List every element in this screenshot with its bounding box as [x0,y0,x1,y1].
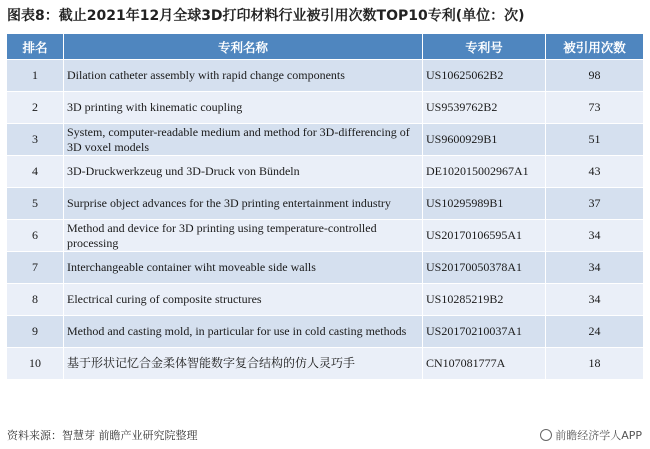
rank-cell: 3 [7,124,64,156]
header-patent-number: 专利号 [423,34,546,60]
rank-cell: 8 [7,284,64,316]
rank-cell: 10 [7,348,64,380]
header-patent-name: 专利名称 [64,34,423,60]
citation-count-cell: 24 [546,316,644,348]
table-row [7,60,643,92]
rank-cell: 7 [7,252,64,284]
patent-name-cell: Method and device for 3D printing using temperature-controlled processing [64,220,423,252]
patent-name-cell: Dilation catheter assembly with rapid change components [64,60,423,92]
table-row [7,124,643,156]
patent-number-cell: US20170050378A1 [423,252,546,284]
patent-name-cell: 3D-Druckwerkzeug und 3D-Druck von Bündeln [64,156,423,188]
citation-count-cell: 43 [546,156,644,188]
header-citation-count: 被引用次数 [546,34,644,60]
citation-count-cell: 34 [546,220,644,252]
patent-number-cell: US10625062B2 [423,60,546,92]
rank-cell: 1 [7,60,64,92]
publisher-logo [540,426,642,446]
source-note: 资料来源：智慧芽 前瞻产业研究院整理 [7,429,198,442]
citation-count-cell: 98 [546,60,644,92]
patent-number-cell: US20170210037A1 [423,316,546,348]
table-header-row [7,34,643,60]
patent-number-cell: US20170106595A1 [423,220,546,252]
citation-count-cell: 73 [546,92,644,124]
table-row [7,220,643,252]
citation-count-cell: 34 [546,252,644,284]
table-row [7,252,643,284]
patent-name-cell: 基于形状记忆合金柔体智能数字复合结构的仿人灵巧手 [64,348,423,380]
citation-count-cell: 18 [546,348,644,380]
table-row [7,188,643,220]
table-row [7,316,643,348]
table-row [7,284,643,316]
patent-number-cell: CN107081777A [423,348,546,380]
patent-number-cell: US9600929B1 [423,124,546,156]
table-row [7,156,643,188]
citation-count-cell: 37 [546,188,644,220]
patent-number-cell: US10285219B2 [423,284,546,316]
rank-cell: 6 [7,220,64,252]
patent-number-cell: US9539762B2 [423,92,546,124]
rank-cell: 5 [7,188,64,220]
patent-number-cell: DE102015002967A1 [423,156,546,188]
citation-count-cell: 34 [546,284,644,316]
patent-name-cell: 3D printing with kinematic coupling [64,92,423,124]
patent-number-cell: US10295989B1 [423,188,546,220]
table-row [7,348,643,380]
rank-cell: 2 [7,92,64,124]
patent-name-cell: System, computer-readable medium and method for 3D-differencing of 3D voxel models [64,124,423,156]
logo-mark-icon [540,429,552,441]
logo-text: 前瞻经济学人APP [555,429,642,442]
rank-cell: 4 [7,156,64,188]
rank-cell: 9 [7,316,64,348]
patent-name-cell: Method and casting mold, in particular for use in cold casting methods [64,316,423,348]
patent-table [7,34,643,380]
patent-name-cell: Electrical curing of composite structures [64,284,423,316]
patent-name-cell: Surprise object advances for the 3D printing entertainment industry [64,188,423,220]
table-row [7,92,643,124]
figure-title: 图表8：截止2021年12月全球3D打印材料行业被引用次数TOP10专利(单位：次) [7,8,525,24]
header-rank: 排名 [7,34,64,60]
citation-count-cell: 51 [546,124,644,156]
patent-name-cell: Interchangeable container wiht moveable side walls [64,252,423,284]
